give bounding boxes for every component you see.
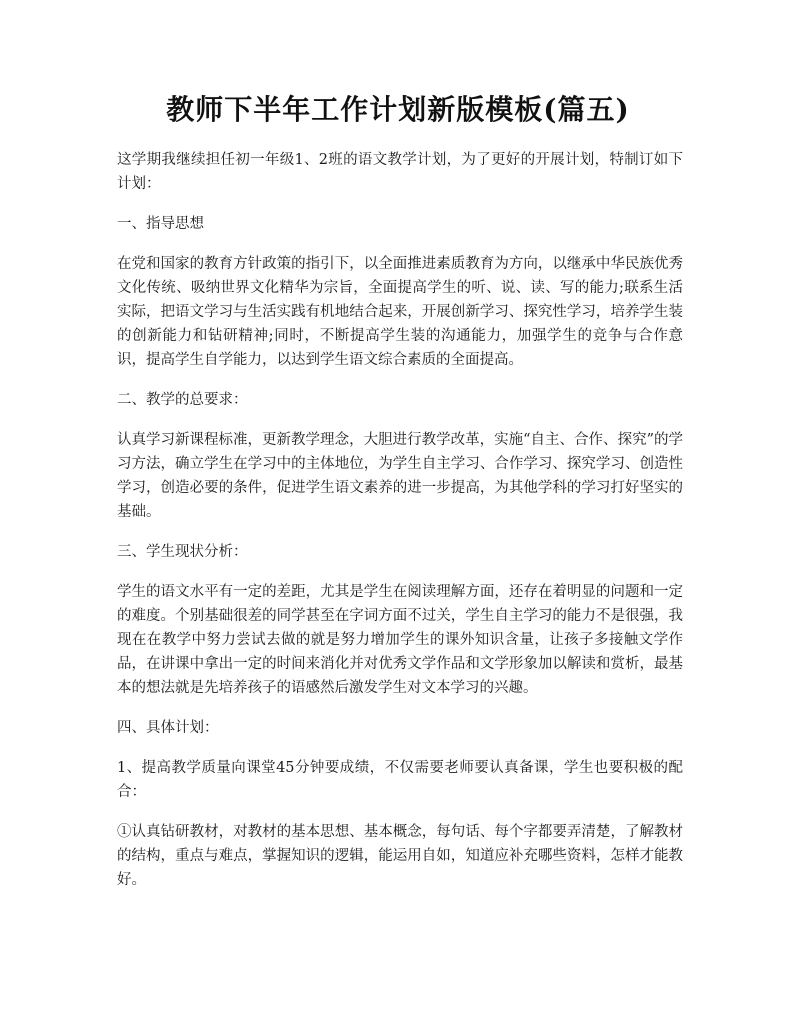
section-body-guiding-ideology: 在党和国家的教育方针政策的指引下，以全面推进素质教育为方向，以继承中华民族优秀文化传统、吸纳世界文化精华为宗旨，全面提高学生的听、说、读、写的能力;联系生活实际，把语文学习与生活实践有机地结合起来，开展创新学习、探究性学习，培养学生装的创新能力和钻研精神;同时，不断提高学生装的沟通能力，加强学生的竞争与合作意识，提高学生自学能力，以达到学生语文综合素质的全面提高。 [117, 256, 683, 368]
intro-paragraph: 这学期我继续担任初一年级1、2班的语文教学计划，为了更好的开展计划，特制订如下计划： [117, 152, 683, 192]
document-body [117, 148, 683, 908]
section-heading-guiding-ideology: 一、指导思想 [117, 216, 204, 232]
section-body-general-requirements: 认真学习新课程标准，更新教学理念，大胆进行教学改革，实施“自主、合作、探究”的学习方法，确立学生在学习中的主体地位，为学生自主学习、合作学习、探究学习、创造性学习，创造必要的条件，促进学生语文素养的进一步提高，为其他学科的学习打好坚实的基础。 [117, 432, 683, 520]
section-heading-student-analysis: 三、学生现状分析： [117, 544, 248, 560]
plan-item-1: 1、提高教学质量向课堂45分钟要成绩，不仅需要老师要认真备课，学生也要积极的配合： [117, 760, 683, 800]
plan-item-1-sub-1: ①认真钻研教材，对教材的基本思想、基本概念，每句话、每个字都要弄清楚，了解教材的结构，重点与难点，掌握知识的逻辑，能运用自如，知道应补充哪些资料，怎样才能教好。 [117, 824, 683, 888]
section-body-student-analysis: 学生的语文水平有一定的差距，尤其是学生在阅读理解方面，还存在着明显的问题和一定的难度。个别基础很差的同学甚至在字词方面不过关，学生自主学习的能力不是很强，我现在在教学中努力尝试去做的就是努力增加学生的课外知识含量，让孩子多接触文学作品，在讲课中拿出一定的时间来消化并对优秀文学作品和文学形象加以解读和赏析，最基本的想法就是先培养孩子的语感然后激发学生对文本学习的兴趣。 [117, 584, 683, 696]
section-heading-general-requirements: 二、教学的总要求： [117, 392, 248, 408]
document-title: 教师下半年工作计划新版模板(篇五) [166, 93, 630, 126]
section-heading-specific-plan: 四、具体计划： [117, 720, 219, 736]
